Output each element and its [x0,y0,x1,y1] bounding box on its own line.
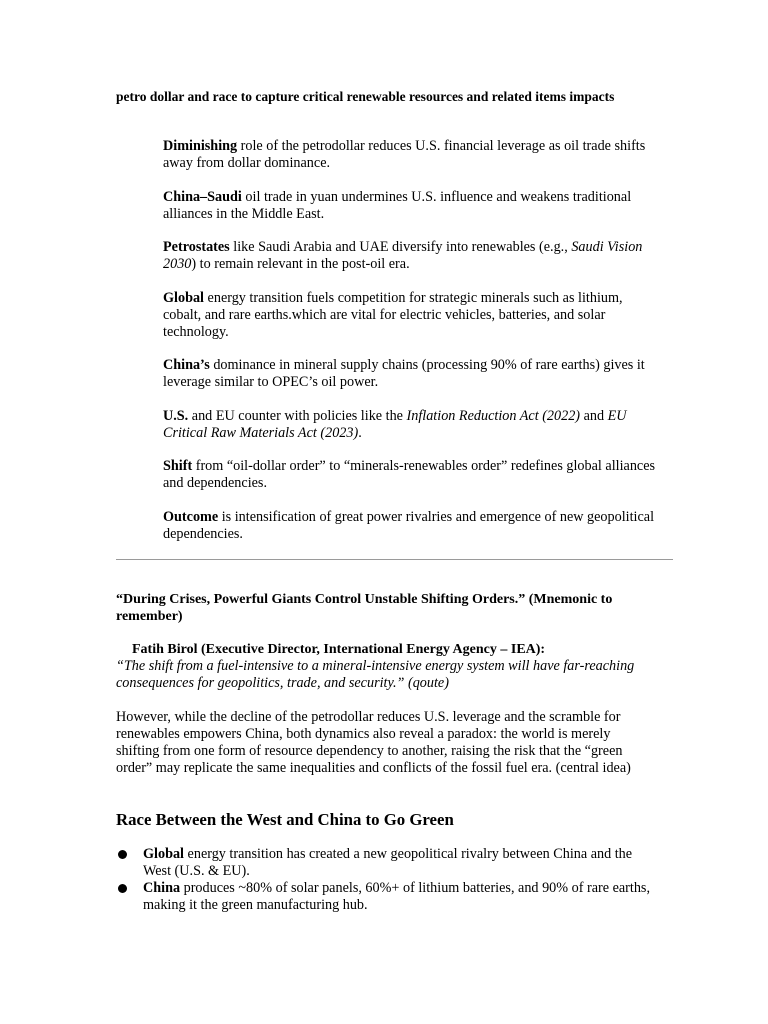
point-text: role of the petrodollar reduces U.S. financial leverage as oil trade shifts away from dollar dominance. [163,138,646,171]
point-lead: Outcome [163,508,219,525]
point-italic: Saudi Vision 2030 [163,239,643,272]
impact-points [163,138,663,559]
point-italic: Inflation Reduction Act (2022) [406,407,581,424]
point-text: dominance in mineral supply chains (processing 90% of rare earths) gives it leverage similar to OPEC’s oil power. [163,357,645,390]
point-text: . [358,424,362,441]
point-text: and EU counter with policies like the [188,407,407,424]
point-text: like Saudi Arabia and UAE diversify into renewables (e.g., [229,239,572,255]
point-lead: Diminishing [163,138,238,154]
point-diminishing [163,138,663,172]
bullet-text: produces ~80% of solar panels, 60%+ of lithium batteries, and 90% of rare earths, making it the green manufacturing hub. [143,880,650,913]
point-us-eu [163,408,663,442]
point-italic: EU Critical Raw Materials Act (2023) [163,407,627,441]
point-lead: Global [163,289,204,306]
point-text: oil trade in yuan undermines U.S. influence and weakens traditional alliances in the Middle East. [163,188,632,222]
bullet-lead: China [143,880,181,896]
point-lead: China–Saudi [163,188,242,205]
point-china-saudi [163,189,663,223]
point-lead: Shift [163,458,193,474]
mnemonic: “During Crises, Powerful Giants Control Unstable Shifting Orders.” (Mnemonic to remember) [116,592,613,624]
horizontal-divider [116,559,673,560]
point-text: is intensification of great power rivalries and emergence of new geopolitical dependencies. [163,508,655,542]
point-petrostates [163,239,663,273]
document-heading: petro dollar and race to capture critical renewable resources and related items impacts [116,89,615,104]
point-shift [163,458,663,492]
bullet-list [116,846,656,914]
point-global [163,290,663,341]
point-lead: U.S. [163,407,189,424]
point-chinas [163,357,663,391]
point-lead: Petrostates [163,239,230,255]
quote-speaker: Fatih Birol (Executive Director, International Energy Agency – IEA): [132,642,546,657]
point-outcome [163,509,663,543]
section-title: Race Between the West and China to Go Green [116,810,454,829]
bullet-icon [118,884,127,893]
point-text: energy transition fuels competition for strategic minerals such as lithium, cobalt, and rare earths.which are vital for electric vehicles, batteries, and solar technology. [163,289,623,340]
list-item [116,880,656,914]
point-lead: China’s [163,357,210,373]
bullet-text: energy transition has created a new geopolitical rivalry between China and the West (U.S. & EU). [143,846,633,879]
central-idea-paragraph: However, while the decline of the petrodollar reduces U.S. leverage and the scramble for renewables empowers China, both dynamics also reveal a paradox: the world is merely shifting from one form of resource dependency to another, raising the risk that the “green order” may replicate the same inequalities and conflicts of the fossil fuel era. (central idea) [116,709,631,776]
point-text: from “oil-dollar order” to “minerals-renewables order” redefines global alliances and dependencies. [163,458,656,491]
point-text: ) to remain relevant in the post-oil era. [191,256,410,272]
list-item [116,846,656,880]
point-text: and [580,407,608,424]
quote-text: “The shift from a fuel-intensive to a mineral-intensive energy system will have far-reaching consequences for geopolitics, trade, and security.” (qoute) [116,658,635,691]
bullet-icon [118,850,127,859]
bullet-lead: Global [143,846,184,862]
